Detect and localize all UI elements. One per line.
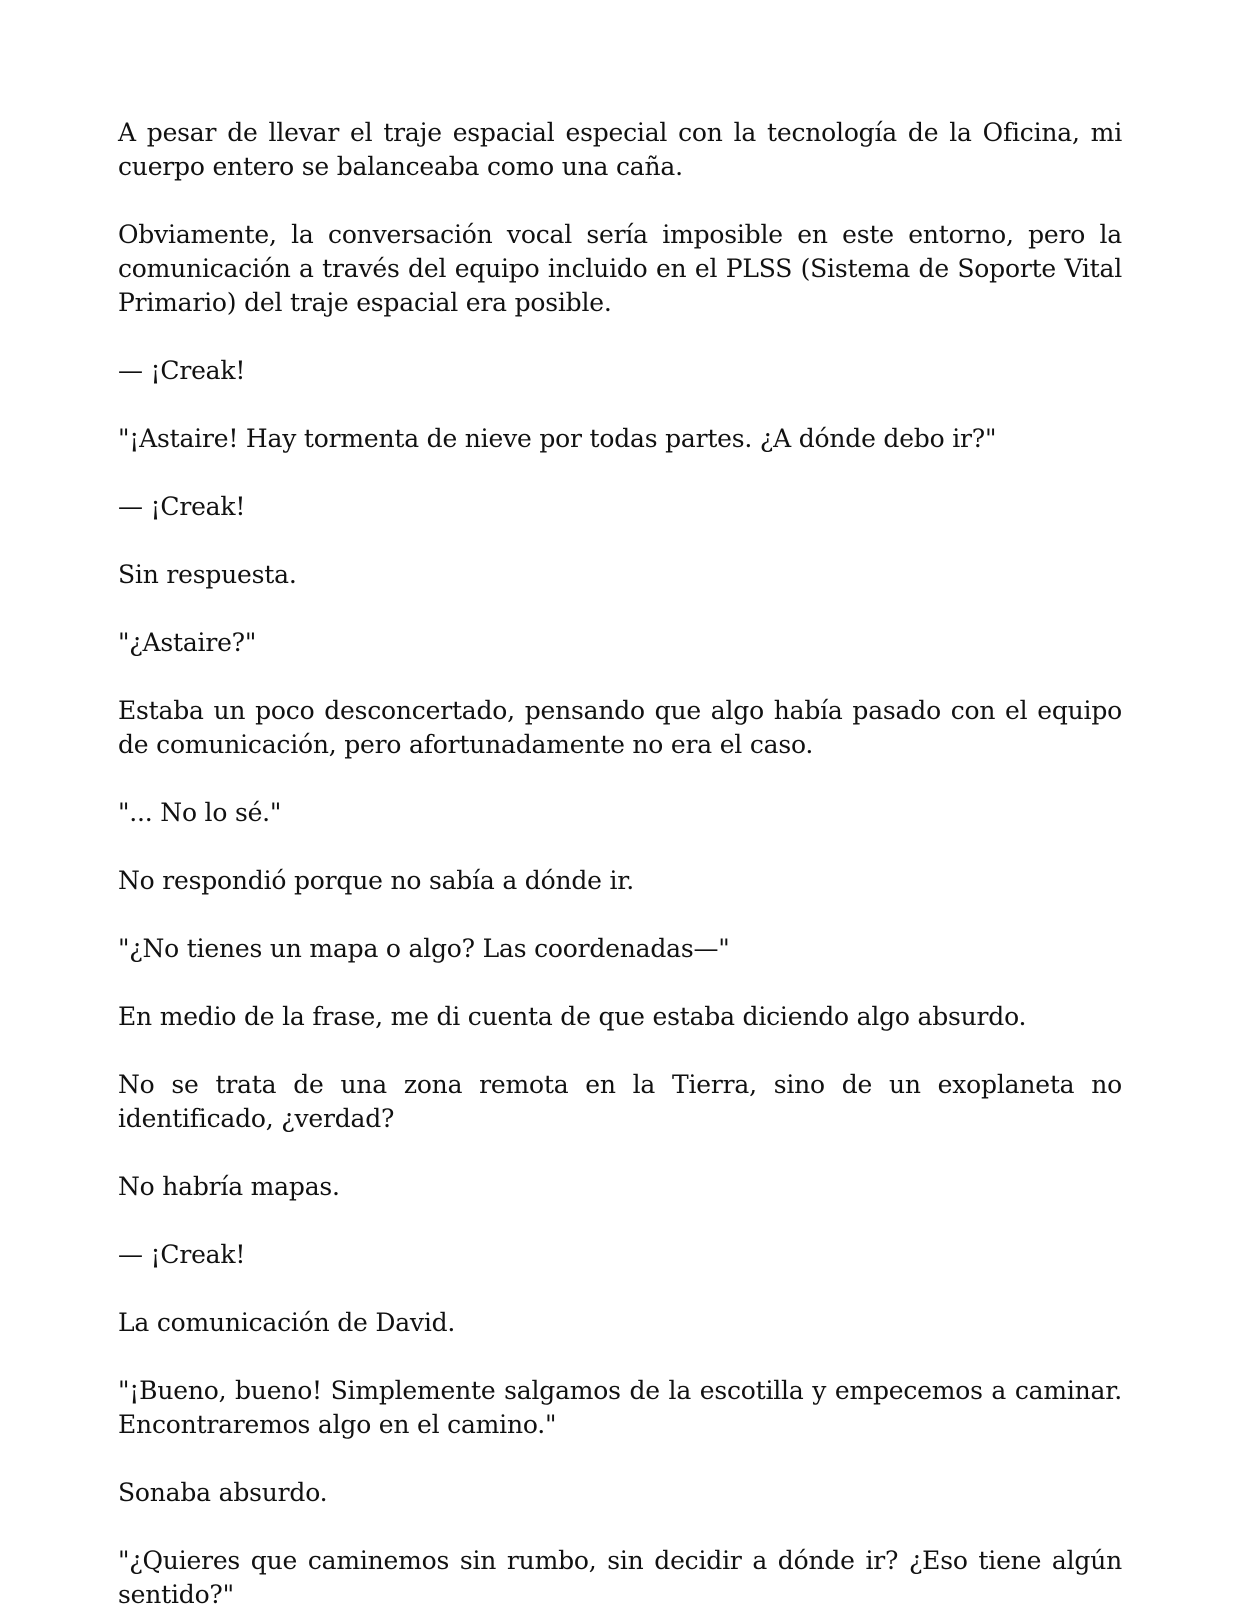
paragraph-5: — ¡Creak!: [118, 492, 246, 521]
paragraph-12: En medio de la frase, me di cuenta de que estaba diciendo algo absurdo.: [118, 1002, 1027, 1031]
paragraph-15: — ¡Creak!: [118, 1240, 246, 1269]
paragraph-14: No habría mapas.: [118, 1172, 340, 1201]
paragraph-19: "¿Quieres que caminemos sin rumbo, sin decidir a dónde ir? ¿Eso tiene algún sentido?": [118, 1546, 1122, 1609]
paragraph-1: A pesar de llevar el traje espacial especial con la tecnología de la Oficina, mi cuerpo entero se balanceaba como una caña.: [118, 118, 1122, 181]
document-page: [118, 116, 1122, 1612]
paragraph-4: "¡Astaire! Hay tormenta de nieve por todas partes. ¿A dónde debo ir?": [118, 424, 997, 453]
paragraph-13: No se trata de una zona remota en la Tierra, sino de un exoplaneta no identificado, ¿verdad?: [118, 1070, 1122, 1133]
paragraph-18: Sonaba absurdo.: [118, 1478, 328, 1507]
paragraph-6: Sin respuesta.: [118, 560, 297, 589]
paragraph-9: "... No lo sé.": [118, 798, 282, 827]
paragraph-11: "¿No tienes un mapa o algo? Las coordenadas—": [118, 934, 730, 963]
paragraph-2: Obviamente, la conversación vocal sería imposible en este entorno, pero la comunicación a través del equipo incluido en el PLSS (Sistema de Soporte Vital Primario) del traje espacial era posible.: [118, 220, 1122, 317]
paragraph-3: — ¡Creak!: [118, 356, 246, 385]
paragraph-10: No respondió porque no sabía a dónde ir.: [118, 866, 635, 895]
paragraph-8: Estaba un poco desconcertado, pensando que algo había pasado con el equipo de comunicación, pero afortunadamente no era el caso.: [118, 696, 1122, 759]
paragraph-17: "¡Bueno, bueno! Simplemente salgamos de la escotilla y empecemos a caminar. Encontraremos algo en el camino.": [118, 1376, 1122, 1439]
paragraph-16: La comunicación de David.: [118, 1308, 456, 1337]
paragraph-7: "¿Astaire?": [118, 628, 257, 657]
